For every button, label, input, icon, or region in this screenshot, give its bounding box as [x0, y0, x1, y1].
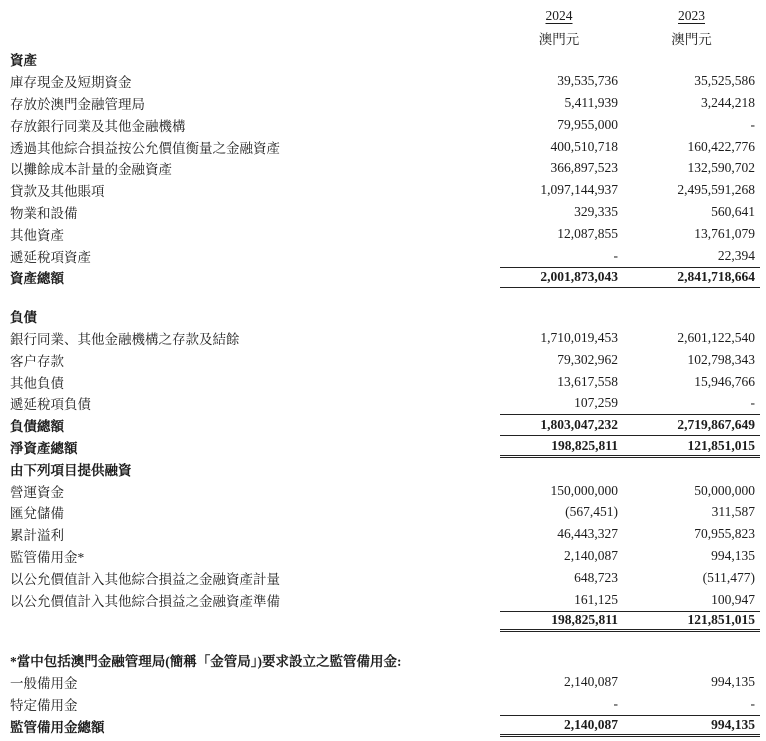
statement-rows	[10, 49, 760, 737]
value-2024: 329,335	[574, 204, 618, 220]
value-2024: 1,097,144,937	[540, 182, 618, 198]
value-2023: 311,587	[711, 504, 755, 520]
row-values	[500, 136, 760, 158]
value-2024: -	[613, 247, 618, 263]
table-row	[10, 70, 760, 92]
footnote-row	[10, 649, 760, 671]
value-2023: 2,601,122,540	[677, 330, 755, 346]
table-row	[10, 201, 760, 223]
value-2024: 198,825,811	[551, 612, 618, 628]
table-row	[10, 114, 760, 136]
row-values	[500, 305, 760, 327]
table-row	[10, 136, 760, 158]
value-2024: 13,617,558	[557, 373, 618, 389]
value-2024: 2,140,087	[564, 674, 618, 689]
row-values	[500, 523, 760, 545]
table-row	[10, 158, 760, 180]
row-values	[500, 611, 760, 633]
unit-2024-label: 澳門元	[538, 31, 580, 47]
row-values	[500, 458, 760, 480]
unit-headers	[500, 27, 760, 49]
value-2023: 121,851,015	[687, 437, 755, 453]
value-2023: 132,590,702	[687, 160, 755, 176]
value-2023: 13,761,079	[694, 225, 755, 241]
row-values	[500, 567, 760, 589]
row-values	[500, 671, 760, 693]
row-label: 資產總額	[10, 271, 64, 287]
table-row	[10, 589, 760, 611]
row-label: 其他負債	[10, 375, 64, 391]
total-row	[10, 715, 760, 737]
row-values	[500, 436, 760, 458]
value-2023: -	[750, 395, 755, 411]
value-2023: 160,422,776	[687, 138, 755, 154]
row-label: 銀行同業、其他金融機構之存款及結餘	[10, 332, 240, 348]
value-2023: 70,955,823	[694, 526, 755, 542]
value-2023: 994,135	[711, 548, 755, 564]
table-row	[10, 349, 760, 371]
value-2024: 1,803,047,232	[540, 417, 618, 433]
value-2023: 2,495,591,268	[677, 182, 755, 198]
row-label: 由下列項目提供融資	[10, 462, 132, 478]
value-2024: 2,001,873,043	[540, 269, 618, 285]
row-label: 透過其他綜合損益按公允價值衡量之金融資產	[10, 140, 280, 156]
table-row	[10, 567, 760, 589]
value-2024: (567,451)	[565, 504, 618, 520]
table-row	[10, 371, 760, 393]
year-2024-label: 2024	[545, 7, 573, 23]
row-values	[500, 414, 760, 436]
table-row	[10, 480, 760, 502]
value-2024: 1,710,019,453	[540, 330, 618, 346]
row-label: 匯兌儲備	[10, 506, 64, 522]
row-values	[500, 393, 760, 415]
value-2024: 5,411,939	[564, 95, 618, 111]
table-row	[10, 693, 760, 715]
row-label: 貸款及其他賬項	[10, 184, 105, 200]
row-values	[500, 245, 760, 267]
value-2023: 994,135	[711, 674, 755, 689]
row-values	[500, 70, 760, 92]
row-label: 特定備用金	[10, 697, 78, 713]
year-2023-label: 2023	[678, 7, 705, 23]
row-values	[500, 480, 760, 502]
row-values	[500, 223, 760, 245]
table-row	[10, 245, 760, 267]
row-label: 物業和設備	[10, 206, 78, 222]
year-2023-cell	[628, 8, 760, 24]
column-year-header-row	[10, 5, 760, 27]
value-2024: 2,140,087	[564, 548, 618, 564]
value-2024: 46,443,327	[557, 526, 618, 542]
value-2023: 2,841,718,664	[677, 269, 755, 285]
value-2024: 400,510,718	[550, 138, 618, 154]
value-2023: 2,719,867,649	[677, 417, 755, 433]
value-2024: 79,955,000	[557, 116, 618, 132]
unit-2023-label: 澳門元	[671, 31, 712, 47]
table-row	[10, 671, 760, 693]
row-values	[500, 114, 760, 136]
value-2023: 102,798,343	[687, 351, 755, 367]
total-row	[10, 414, 760, 436]
row-label: *當中包括澳門金融管理局(簡稱「金管局」)要求設立之監管備用金:	[10, 654, 402, 670]
value-2023: 50,000,000	[694, 482, 755, 498]
section-gap	[10, 632, 760, 649]
row-label: 以攤餘成本計量的金融資產	[10, 162, 172, 178]
row-values	[500, 327, 760, 349]
section-header-row	[10, 49, 760, 71]
value-2023: 35,525,586	[694, 73, 755, 89]
row-label: 遞延稅項資產	[10, 249, 91, 265]
row-values	[500, 502, 760, 524]
table-row	[10, 545, 760, 567]
value-2023: 121,851,015	[687, 612, 755, 628]
section-header-row	[10, 305, 760, 327]
value-2024: 12,087,855	[557, 225, 618, 241]
value-2024: 39,535,736	[557, 73, 618, 89]
total-row	[10, 267, 760, 289]
row-values	[500, 589, 760, 611]
table-row	[10, 223, 760, 245]
row-label: 一般備用金	[10, 676, 78, 691]
row-label: 累計溢利	[10, 528, 64, 544]
column-unit-header-row	[10, 27, 760, 49]
row-label: 以公允價值計入其他綜合損益之金融資產計量	[10, 571, 280, 587]
row-label: 負債	[10, 310, 37, 326]
table-row	[10, 327, 760, 349]
table-row	[10, 393, 760, 415]
row-label: 庫存現金及短期資金	[10, 75, 132, 91]
value-2024: 107,259	[574, 395, 618, 411]
year-headers	[500, 5, 760, 27]
row-label: 監管備用金*	[10, 550, 85, 566]
row-values	[500, 201, 760, 223]
row-values	[500, 158, 760, 180]
total-row	[10, 611, 760, 633]
table-row	[10, 523, 760, 545]
row-values	[500, 649, 760, 671]
section-gap	[10, 288, 760, 305]
row-label: 負債總額	[10, 419, 64, 435]
row-values	[500, 92, 760, 114]
row-values	[500, 545, 760, 567]
value-2024: 648,723	[574, 569, 618, 585]
row-label: 遞延稅項負債	[10, 397, 91, 413]
row-values	[500, 693, 760, 715]
row-values	[500, 715, 760, 737]
table-row	[10, 92, 760, 114]
year-2024-cell	[500, 8, 628, 24]
value-2023: 100,947	[711, 591, 755, 607]
value-2024: 198,825,811	[551, 437, 618, 453]
table-row	[10, 502, 760, 524]
row-values	[500, 49, 760, 71]
row-values	[500, 371, 760, 393]
row-label: 以公允價值計入其他綜合損益之金融資產準備	[10, 593, 280, 609]
table-row	[10, 179, 760, 201]
row-label: 其他資產	[10, 227, 64, 243]
value-2024: 2,140,087	[564, 716, 618, 732]
value-2023: 994,135	[711, 716, 755, 732]
row-values	[500, 267, 760, 289]
row-label: 資產	[10, 53, 37, 69]
row-label: 存放於澳門金融管理局	[10, 97, 145, 113]
value-2023: -	[750, 695, 755, 711]
value-2024: 366,897,523	[550, 160, 618, 176]
row-label: 淨資產總額	[10, 441, 78, 457]
row-values	[500, 349, 760, 371]
row-label: 營運資金	[10, 484, 64, 500]
section-header-row	[10, 458, 760, 480]
value-2023: (511,477)	[702, 569, 755, 585]
row-label: 客户存款	[10, 353, 64, 369]
row-label: 存放銀行同業及其他金融機構	[10, 118, 186, 134]
value-2024: 79,302,962	[557, 351, 618, 367]
row-values	[500, 179, 760, 201]
value-2024: -	[613, 695, 618, 711]
row-label: 監管備用金總額	[10, 719, 105, 735]
value-2023: 22,394	[717, 247, 755, 263]
value-2023: 15,946,766	[694, 373, 755, 389]
value-2023: 560,641	[711, 204, 755, 220]
value-2023: -	[750, 116, 755, 132]
value-2023: 3,244,218	[701, 95, 755, 111]
total-row	[10, 436, 760, 458]
value-2024: 150,000,000	[550, 482, 618, 498]
value-2024: 161,125	[574, 591, 618, 607]
